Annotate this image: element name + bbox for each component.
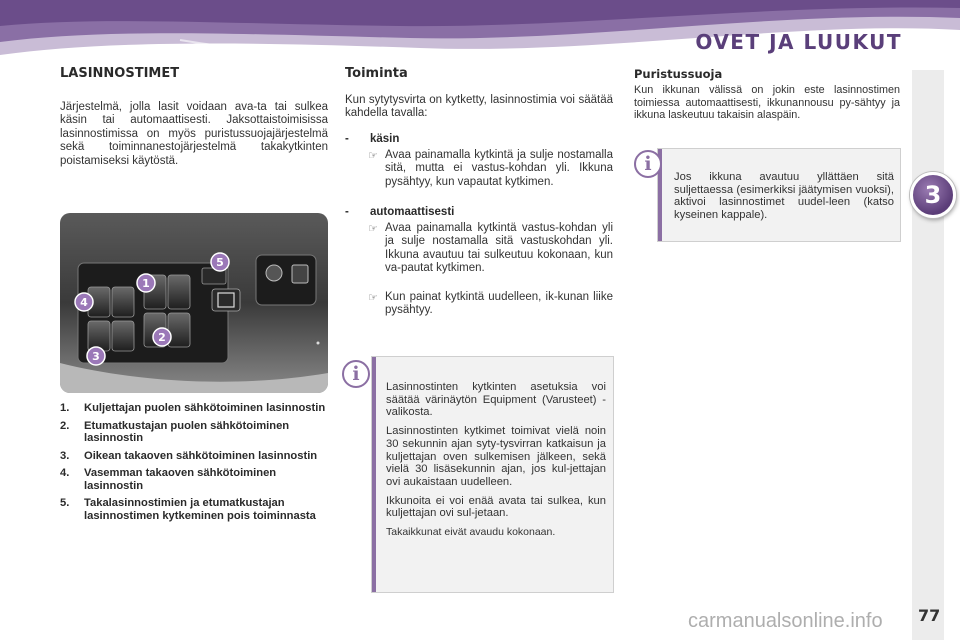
info-box-reset (657, 148, 901, 242)
watermark: carmanualsonline.info (688, 610, 883, 632)
pointing-hand-icon: ☞ (368, 292, 378, 304)
mode-dash-auto: - (345, 206, 349, 218)
page-number: 77 (918, 606, 941, 625)
chapter-tab[interactable] (910, 172, 956, 218)
svg-text:4: 4 (80, 296, 88, 309)
chapter-number: 3 (924, 181, 942, 209)
svg-text:2: 2 (158, 331, 166, 344)
info-paragraph: Lasinnostinten kytkinten asetuksia voi säätää värinäytön Equipment (Varusteet) - valikosta. (386, 381, 606, 419)
pointing-hand-icon: ☞ (368, 150, 378, 162)
info-paragraph: Jos ikkuna avautuu yllättäen sitä suljettaessa (esimerkiksi jäätymisen vuoksi), aktivoi lasinnostimet uudel-leen (katso kyseinen kappale). (674, 171, 894, 222)
list-item: 2. Etumatkustajan puolen sähkötoiminen lasinnostin (60, 419, 290, 444)
section-heading-lasinnostimet: LASINNOSTIMET (60, 66, 180, 81)
toiminta-intro: Kun sytytysvirta on kytketty, lasinnostimia voi säätää kahdella tavalla: (345, 94, 613, 120)
intro-paragraph: Järjestelmä, jolla lasit voidaan ava-ta tai sulkea käsin tai automaattisesti. Jaksottaistoimisissa lasinnostimissa on myös puristussuojajärjestelmä sekä toiminnanestojärjestelmä takakytkinten poistamiseksi käytöstä. (60, 101, 328, 167)
list-item: 1. Kuljettajan puolen sähkötoiminen lasinnostin (60, 402, 326, 414)
callout-2 (153, 328, 171, 346)
info-paragraph: Ikkunoita ei voi enää avata tai sulkea, kun kuljettajan ovi sul-jetaan. (386, 494, 606, 520)
mode-label-auto: automaattisesti (370, 206, 455, 218)
chapter-strip (912, 70, 944, 640)
mode-label-manual: käsin (370, 133, 400, 145)
svg-text:1: 1 (142, 277, 150, 290)
list-item: 4. Vasemman takaoven sähkötoiminen lasinnostin (60, 467, 277, 492)
page-title: OVET JA LUUKUT (695, 30, 902, 54)
info-paragraph: Takaikkunat eivät avaudu kokonaan. (386, 526, 556, 539)
list-item: 3. Oikean takaoven sähkötoiminen lasinnostin (60, 449, 318, 462)
auto-stop-description: Kun painat kytkintä uudelleen, ik-kunan liike pysähtyy. (385, 291, 613, 317)
puristussuoja-text: Kun ikkunan välissä on jokin este lasinnostimen toimiessa automaattisesti, ikkunannousu py-sähtyy ja ikkuna laskeutuu takaisin alaspäin. (634, 84, 900, 122)
list-item: 5. Takalasinnostimien ja etumatkustajan lasinnostimen kytkeminen pois toiminnasta (60, 497, 316, 522)
info-paragraph: Lasinnostinten kytkimet toimivat vielä noin 30 sekunnin ajan syty-tysvirran katkaisun ja kuljettajan oven sulkemisen jälkeen, sekä vielä 30 lisäsekunnin ajan, jos kul-jettajan ovi aukaistaan uudelleen. (386, 425, 606, 488)
window-switch-photo (60, 213, 328, 393)
mode-dash-manual: - (345, 133, 349, 145)
callout-1 (137, 274, 155, 292)
switch-legend-list (60, 402, 335, 527)
info-box-settings (371, 356, 614, 593)
section-heading-toiminta: Toiminta (345, 66, 408, 81)
auto-description: Avaa painamalla kytkintä vastus-kohdan yli ja sulje nostamalla sitä vastuskohdan yli. Ikkuna avautuu tai sulkeutuu kokonaan, kun va-pautat kytkimen. (385, 222, 613, 275)
info-icon: i (634, 150, 662, 178)
pointing-hand-icon: ☞ (368, 223, 378, 235)
info-icon: i (342, 360, 370, 388)
manual-description: Avaa painamalla kytkintä ja sulje nostamalla sitä, mutta ei vastus-kohdan yli. Ikkuna pysähtyy, kun vapautat kytkimen. (385, 149, 613, 188)
callout-3 (87, 347, 105, 365)
svg-text:5: 5 (216, 256, 224, 269)
callout-5 (211, 253, 229, 271)
svg-text:3: 3 (92, 350, 100, 363)
section-heading-puristussuoja: Puristussuoja (634, 67, 723, 81)
info-box-accent-bar (372, 357, 376, 592)
callout-4 (75, 293, 93, 311)
